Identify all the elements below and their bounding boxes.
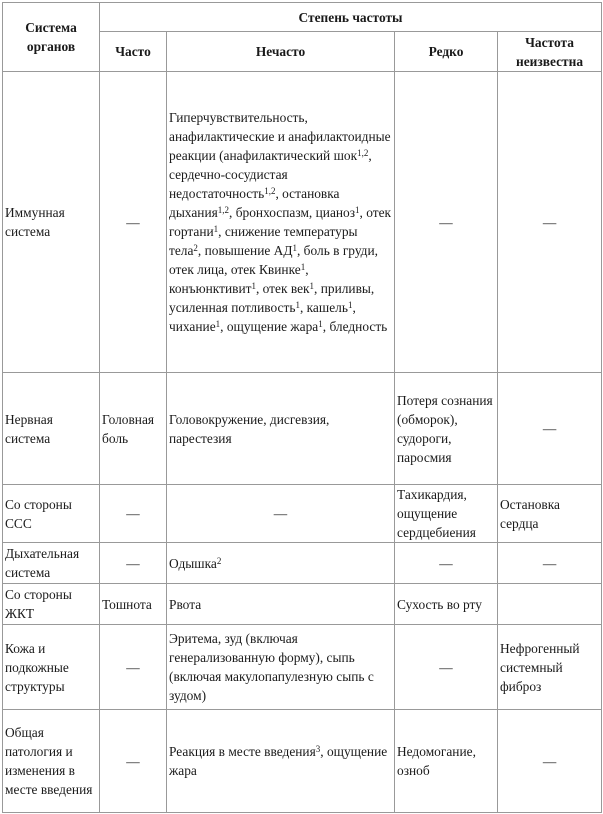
text-segment: Одышка (169, 555, 217, 571)
footnote-marker: 1 (295, 300, 300, 310)
cell-uncommon (167, 584, 395, 625)
header-frequency-group: Степень частоты (100, 3, 602, 32)
cell-rare: — (395, 625, 498, 710)
header-unknown: Частота неизвестна (498, 32, 602, 72)
cell-rare: Недомогание, озноб (395, 710, 498, 813)
cell-organ: Со стороны ССС (3, 485, 100, 543)
table-row (3, 543, 602, 584)
footnote-marker: 1,2 (357, 148, 369, 158)
text-segment: , кашель (299, 300, 348, 315)
footnote-marker: 2 (216, 555, 222, 566)
header-organ-system: Система органов (3, 3, 100, 72)
text-segment: Головокружение, дисгевзия, парестезия (169, 411, 330, 446)
text-segment: , ощущение жара (220, 319, 319, 334)
cell-unknown (498, 584, 602, 625)
header-rare: Редко (395, 32, 498, 72)
table-body (3, 72, 602, 813)
text-segment: Рвота (169, 596, 202, 612)
cell-uncommon (167, 72, 395, 373)
cell-unknown: Остановка сердца (498, 485, 602, 543)
cell-unknown: — (498, 72, 602, 373)
cell-often: — (100, 625, 167, 710)
footnote-marker: 1 (309, 281, 315, 291)
text-segment: , приливы, усиленная потливость (169, 281, 375, 315)
cell-rare: — (395, 72, 498, 373)
footnote-marker: 1 (215, 319, 221, 329)
header-uncommon: Нечасто (167, 32, 395, 72)
adverse-reactions-table (2, 2, 602, 813)
text-segment: , конъюнктивит (169, 262, 309, 296)
text-segment: , ощущение жара (169, 744, 388, 778)
footnote-marker: 3 (315, 744, 321, 754)
cell-organ: Общая патология и изменения в месте введения (3, 710, 100, 813)
cell-often: — (100, 710, 167, 813)
cell-often: — (100, 485, 167, 543)
cell-often: Головная боль (100, 373, 167, 485)
cell-unknown: — (498, 543, 602, 584)
table-row (3, 72, 602, 373)
table-header (3, 3, 602, 72)
footnote-marker: 1,2 (217, 205, 230, 215)
cell-unknown: — (498, 710, 602, 813)
footnote-marker: 1 (347, 300, 353, 310)
cell-organ: Нервная система (3, 373, 100, 485)
footnote-marker: 2 (193, 243, 198, 253)
footnote-marker: 1 (318, 319, 323, 329)
cell-rare: Сухость во рту (395, 584, 498, 625)
table-row (3, 373, 602, 485)
cell-uncommon (167, 373, 395, 485)
cell-uncommon (167, 543, 395, 584)
cell-uncommon (167, 485, 395, 543)
footnote-marker: 1 (213, 224, 219, 234)
cell-unknown: Нефрогенный системный фиброз (498, 625, 602, 710)
text-segment: , бледность (322, 319, 388, 334)
text-segment: , бронхоспазм, цианоз (229, 205, 356, 220)
table-row (3, 584, 602, 625)
footnote-marker: 1 (300, 262, 306, 272)
text-segment: Гиперчувствительность, анафилактические и анафилактоидные реакции (анафилактический шок (169, 110, 391, 163)
header-often: Часто (100, 32, 167, 72)
cell-organ: Дыхательная система (3, 543, 100, 584)
cell-often: Тошнота (100, 584, 167, 625)
cell-organ: Иммунная система (3, 72, 100, 373)
cell-uncommon (167, 625, 395, 710)
footnote-marker: 1 (251, 281, 256, 291)
text-segment: , снижение температуры тела (169, 224, 358, 258)
footnote-marker: 1,2 (264, 186, 276, 196)
cell-rare: Потеря сознания (обморок), судороги, паросмия (395, 373, 498, 485)
cell-rare: — (395, 543, 498, 584)
cell-often: — (100, 72, 167, 373)
footnote-marker: 1 (292, 243, 297, 253)
cell-unknown: — (498, 373, 602, 485)
footnote-marker: 1 (355, 205, 360, 215)
cell-often: — (100, 543, 167, 584)
text-segment: , сердечно-сосудистая недостаточность (169, 148, 372, 201)
table-row (3, 625, 602, 710)
text-segment: , чихание (169, 300, 356, 334)
table-row (3, 710, 602, 813)
table-row (3, 485, 602, 543)
text-segment: , отек век (255, 281, 310, 296)
text-segment: , повышение АД (197, 243, 293, 258)
text-segment: , отек гортани (169, 205, 392, 239)
cell-organ: Со стороны ЖКТ (3, 584, 100, 625)
page (2, 2, 602, 813)
cell-rare: Тахикардия, ощущение сердцебиения (395, 485, 498, 543)
cell-organ: Кожа и подкожные структуры (3, 625, 100, 710)
text-segment: — (273, 506, 288, 521)
text-segment: Реакция в месте введения (169, 744, 316, 759)
cell-uncommon (167, 710, 395, 813)
text-segment: , боль в груди, отек лица, отек Квинке (169, 243, 379, 277)
text-segment: Эритема, зуд (включая генерализованную форму), сыпь (включая макулопапулезную сыпь с зудом) (169, 631, 374, 703)
text-segment: , остановка дыхания (169, 186, 340, 220)
